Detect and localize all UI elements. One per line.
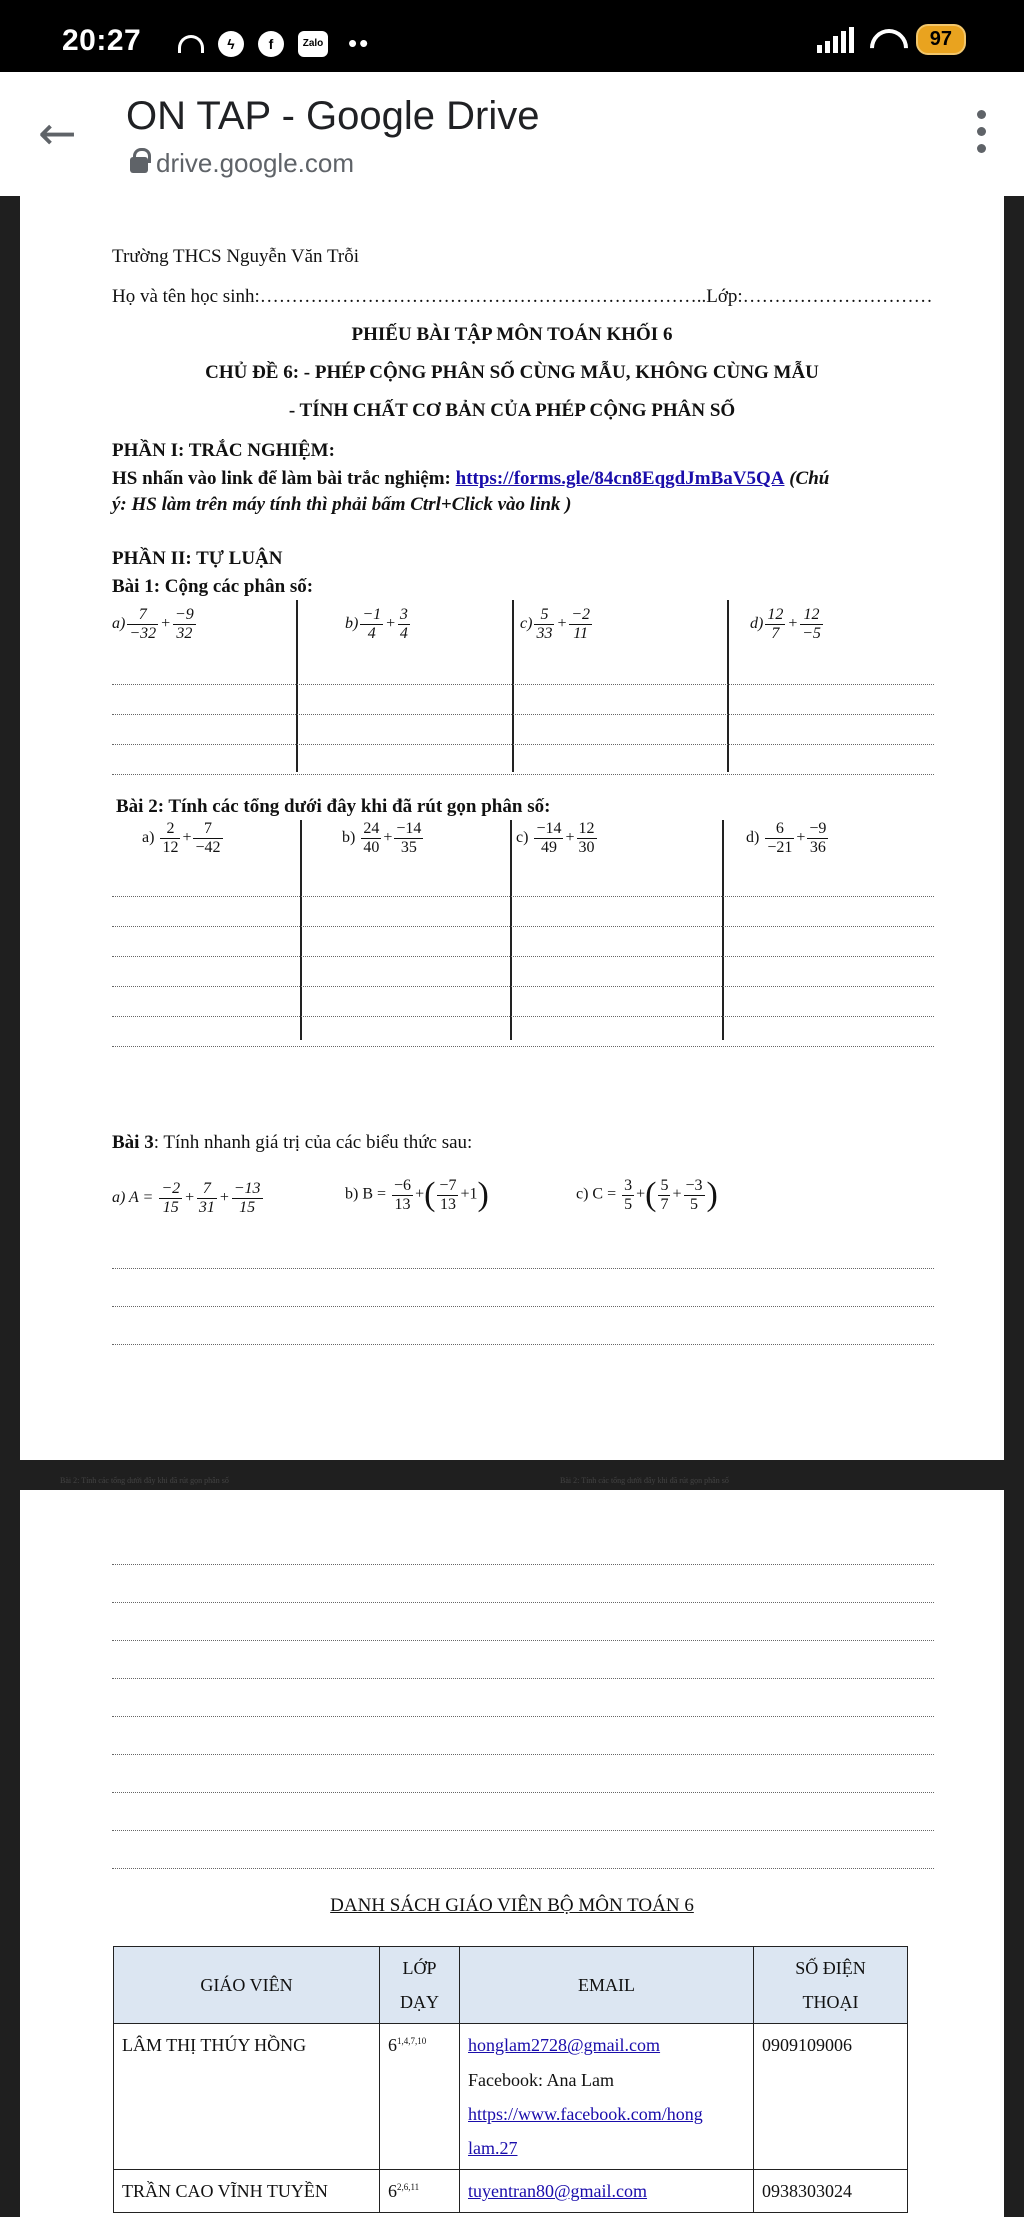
domain-text: drive.google.com bbox=[156, 148, 354, 178]
answer-line bbox=[112, 986, 934, 987]
answer-line bbox=[112, 926, 934, 927]
bai2-title: Bài 2: Tính các tổng dưới đây khi đã rút gọn phân số: bbox=[116, 796, 551, 817]
answer-line bbox=[112, 1754, 934, 1755]
part1-title: PHẦN I: TRẮC NGHIỆM: bbox=[112, 440, 335, 461]
email-link[interactable]: honglam2728@gmail.com bbox=[468, 2035, 661, 2056]
notification-icons bbox=[178, 28, 370, 59]
table-row bbox=[114, 2170, 908, 2213]
answer-line bbox=[112, 1602, 934, 1603]
column-divider bbox=[722, 820, 724, 1040]
bai2-b: b) $\frac{24}{40}$ + $\frac{-14}{35}$ bbox=[342, 820, 422, 856]
headset-icon bbox=[178, 35, 204, 53]
bai3-b: b) B = $\frac{-6}{13}$ +( $\frac{-7}{13}$ +1) bbox=[345, 1176, 489, 1213]
answer-line bbox=[112, 1306, 934, 1307]
teacher-phone: 0909109006 bbox=[754, 2024, 908, 2170]
answer-line bbox=[112, 1564, 934, 1565]
bai1-c: c) $\frac{5}{33}$ + $\frac{-2}{11}$ bbox=[520, 606, 591, 642]
messenger-icon: ϟ bbox=[218, 31, 244, 57]
status-bar bbox=[0, 0, 1024, 72]
bai1-a: a) $\frac{7}{-32}$ + $\frac{-9}{32}$ bbox=[112, 606, 194, 642]
wifi-icon bbox=[868, 27, 902, 53]
part1-note-a: (Chú bbox=[789, 468, 830, 489]
student-line: Họ và tên học sinh:……………………………………………………………..Lớp:………………………… bbox=[112, 286, 933, 307]
page-footer-right: Bài 2: Tính các tổng dưới đây khi đã rút gọn phân số bbox=[560, 1476, 729, 1485]
answer-line bbox=[112, 896, 934, 897]
column-divider bbox=[510, 820, 512, 1040]
teacher-class: 6$^{1,4,7,10}$ bbox=[380, 2024, 460, 2170]
answer-line bbox=[112, 1792, 934, 1793]
facebook-icon: f bbox=[258, 31, 284, 57]
page-title: ON TAP - Google Drive bbox=[126, 94, 540, 138]
bai1-b: b) $\frac{-1}{4}$ + $\frac{3}{4}$ bbox=[345, 606, 408, 642]
answer-line bbox=[112, 1830, 934, 1831]
bai3-a: a) A = $\frac{-2}{15}$ + $\frac{7}{31}$ + $\frac{-13}{15}$ bbox=[112, 1180, 261, 1216]
sheet-title: PHIẾU BÀI TẬP MÔN TOÁN KHỐI 6 bbox=[351, 324, 673, 345]
answer-line bbox=[112, 1640, 934, 1641]
bai1-d: d) $\frac{12}{7}$ + $\frac{12}{-5}$ bbox=[750, 606, 821, 642]
teacher-contact bbox=[460, 2024, 754, 2170]
table-row bbox=[114, 2024, 908, 2170]
header-email: EMAIL bbox=[460, 1947, 754, 2024]
answer-line bbox=[112, 774, 934, 775]
part2-title: PHẦN II: TỰ LUẬN bbox=[112, 548, 283, 569]
page-footer-left: Bài 2: Tính các tổng dưới đây khi đã rút gọn phân số bbox=[60, 1476, 229, 1485]
answer-line bbox=[112, 744, 934, 745]
bai3-c: c) C = $\frac{3}{5}$ +( $\frac{5}{7}$ + $\frac{-3}{5}$ ) bbox=[576, 1176, 718, 1213]
teacher-contact bbox=[460, 2170, 754, 2213]
column-divider bbox=[727, 600, 729, 772]
more-options-icon[interactable] bbox=[977, 110, 986, 153]
lock-icon bbox=[130, 157, 148, 173]
more-notifications-icon: •• bbox=[348, 28, 371, 58]
facebook-link-cont[interactable]: lam.27 bbox=[468, 2137, 518, 2158]
answer-line bbox=[112, 1268, 934, 1269]
signal-icon bbox=[817, 27, 854, 53]
battery-icon: 97 bbox=[916, 24, 966, 55]
url-label bbox=[130, 148, 354, 179]
email-link[interactable]: tuyentran80@gmail.com bbox=[468, 2181, 648, 2202]
answer-line bbox=[112, 684, 934, 685]
facebook-name: Facebook: Ana Lam bbox=[468, 2069, 614, 2090]
back-arrow-icon[interactable]: ← bbox=[38, 106, 77, 160]
answer-line bbox=[112, 1868, 934, 1869]
answer-line bbox=[112, 1716, 934, 1717]
part1-text: HS nhấn vào link để làm bài trắc nghiệm: bbox=[112, 468, 451, 489]
answer-line bbox=[112, 714, 934, 715]
column-divider bbox=[300, 820, 302, 1040]
teacher-phone: 0938303024 bbox=[754, 2170, 908, 2213]
part1-instruction bbox=[112, 468, 829, 490]
table-header-row bbox=[114, 1947, 908, 2024]
bai3-title bbox=[112, 1132, 472, 1154]
bai2-a: a) $\frac{2}{12}$ + $\frac{7}{-42}$ bbox=[142, 820, 221, 856]
bai3-label: Bài 3 bbox=[112, 1132, 154, 1153]
bai2-d: d) $\frac{6}{-21}$ + $\frac{-9}{36}$ bbox=[746, 820, 827, 856]
column-divider bbox=[512, 600, 514, 772]
app-header bbox=[0, 72, 1024, 196]
school-name: Trường THCS Nguyễn Văn Trỗi bbox=[112, 246, 359, 267]
header-class: LỚP DẠY bbox=[380, 1947, 460, 2024]
answer-line bbox=[112, 956, 934, 957]
column-divider bbox=[296, 600, 298, 772]
zalo-icon: Zalo bbox=[298, 31, 328, 57]
teacher-list-title: DANH SÁCH GIÁO VIÊN BỘ MÔN TOÁN 6 bbox=[330, 1895, 694, 1916]
bai1-title: Bài 1: Cộng các phân số: bbox=[112, 576, 314, 597]
document-page-2 bbox=[20, 1490, 1004, 2217]
answer-line bbox=[112, 1016, 934, 1017]
clock: 20:27 bbox=[62, 24, 142, 57]
quiz-link[interactable]: https://forms.gle/84cn8EqgdJmBaV5QA bbox=[455, 468, 785, 489]
header-phone: SỐ ĐIỆN THOẠI bbox=[754, 1947, 908, 2024]
topic-line-2: - TÍNH CHẤT CƠ BẢN CỦA PHÉP CỘNG PHÂN SỐ bbox=[288, 400, 736, 421]
teacher-name: LÂM THỊ THÚY HỒNG bbox=[114, 2024, 380, 2170]
answer-line bbox=[112, 1046, 934, 1047]
teacher-table bbox=[113, 1946, 908, 2213]
topic-line-1: CHỦ ĐỀ 6: - PHÉP CỘNG PHÂN SỐ CÙNG MẪU, KHÔNG CÙNG MẪU bbox=[205, 362, 819, 383]
answer-line bbox=[112, 1678, 934, 1679]
teacher-name: TRẦN CAO VĨNH TUYỀN bbox=[114, 2170, 380, 2213]
header-teacher: GIÁO VIÊN bbox=[114, 1947, 380, 2024]
teacher-class: 6$^{2,6,11}$ bbox=[380, 2170, 460, 2213]
bai2-c: c) $\frac{-14}{49}$ + $\frac{12}{30}$ bbox=[516, 820, 595, 856]
bai3-instruction: : Tính nhanh giá trị của các biểu thức sau: bbox=[153, 1132, 473, 1153]
facebook-link[interactable]: https://www.facebook.com/hong bbox=[468, 2103, 703, 2124]
document-page-1 bbox=[20, 196, 1004, 1460]
part1-note-b: ý: HS làm trên máy tính thì phải bấm Ctrl+Click vào link ) bbox=[112, 494, 572, 515]
answer-line bbox=[112, 1344, 934, 1345]
